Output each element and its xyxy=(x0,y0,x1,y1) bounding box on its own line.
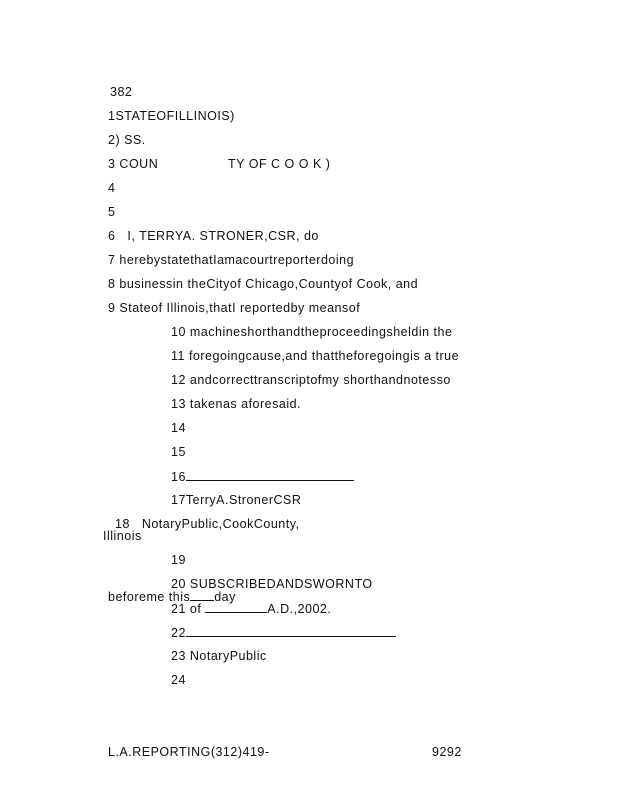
line-16-number: 16 xyxy=(171,470,186,484)
line-16 xyxy=(171,469,354,485)
line-24: 24 xyxy=(171,673,186,687)
footer-reporter: L.A.REPORTING(312)419- xyxy=(108,745,270,759)
line-23: 23 NotaryPublic xyxy=(171,649,267,663)
line-12: 12 andcorrecttranscriptofmy shorthandnotesso xyxy=(171,373,451,387)
day-label: day xyxy=(214,590,236,604)
line-18: 18 NotaryPublic,CookCounty, xyxy=(115,517,300,531)
line-9: 9 Stateof Illinois,thatI reportedby meansof xyxy=(108,301,361,315)
notary-signature-blank xyxy=(186,625,396,637)
line-3-part-b: TY OF C O O K ) xyxy=(228,157,331,171)
line-21-suffix: A.D.,2002. xyxy=(267,602,332,616)
line-20: 20 SUBSCRIBEDANDSWORNTO xyxy=(171,577,373,591)
line-18-continuation: Illinois xyxy=(103,529,142,543)
signature-blank xyxy=(186,469,354,481)
line-19: 19 xyxy=(171,553,186,567)
month-blank xyxy=(205,601,267,613)
line-21 xyxy=(171,601,331,617)
line-15: 15 xyxy=(171,445,186,459)
line-22-number: 22 xyxy=(171,626,186,640)
line-2: 2) SS. xyxy=(108,133,146,147)
line-11: 11 foregoingcause,and thattheforegoingis a true xyxy=(171,349,460,363)
line-21-prefix: 21 of xyxy=(171,602,202,616)
line-3-part-a: 3 COUN xyxy=(108,157,159,171)
line-22 xyxy=(171,625,396,641)
page-number: 382 xyxy=(110,85,133,99)
line-7: 7 herebystatethatIamacourtreporterdoing xyxy=(108,253,355,267)
line-8: 8 businessin theCityof Chicago,Countyof Cook, and xyxy=(108,277,419,291)
line-14: 14 xyxy=(171,421,186,435)
line-13: 13 takenas aforesaid. xyxy=(171,397,302,411)
line-10: 10 machineshorthandtheproceedingsheldin the xyxy=(171,325,453,339)
line-1: 1STATEOFILLINOIS) xyxy=(108,109,235,123)
line-17: 17TerryA.StronerCSR xyxy=(171,493,302,507)
line-5: 5 xyxy=(108,205,116,219)
footer-phone-suffix: 9292 xyxy=(432,745,462,759)
day-blank xyxy=(190,589,214,601)
line-6: 6 I, TERRYA. STRONER,CSR, do xyxy=(108,229,319,243)
line-4: 4 xyxy=(108,181,116,195)
before-me-this-label: beforeme this xyxy=(108,590,191,604)
